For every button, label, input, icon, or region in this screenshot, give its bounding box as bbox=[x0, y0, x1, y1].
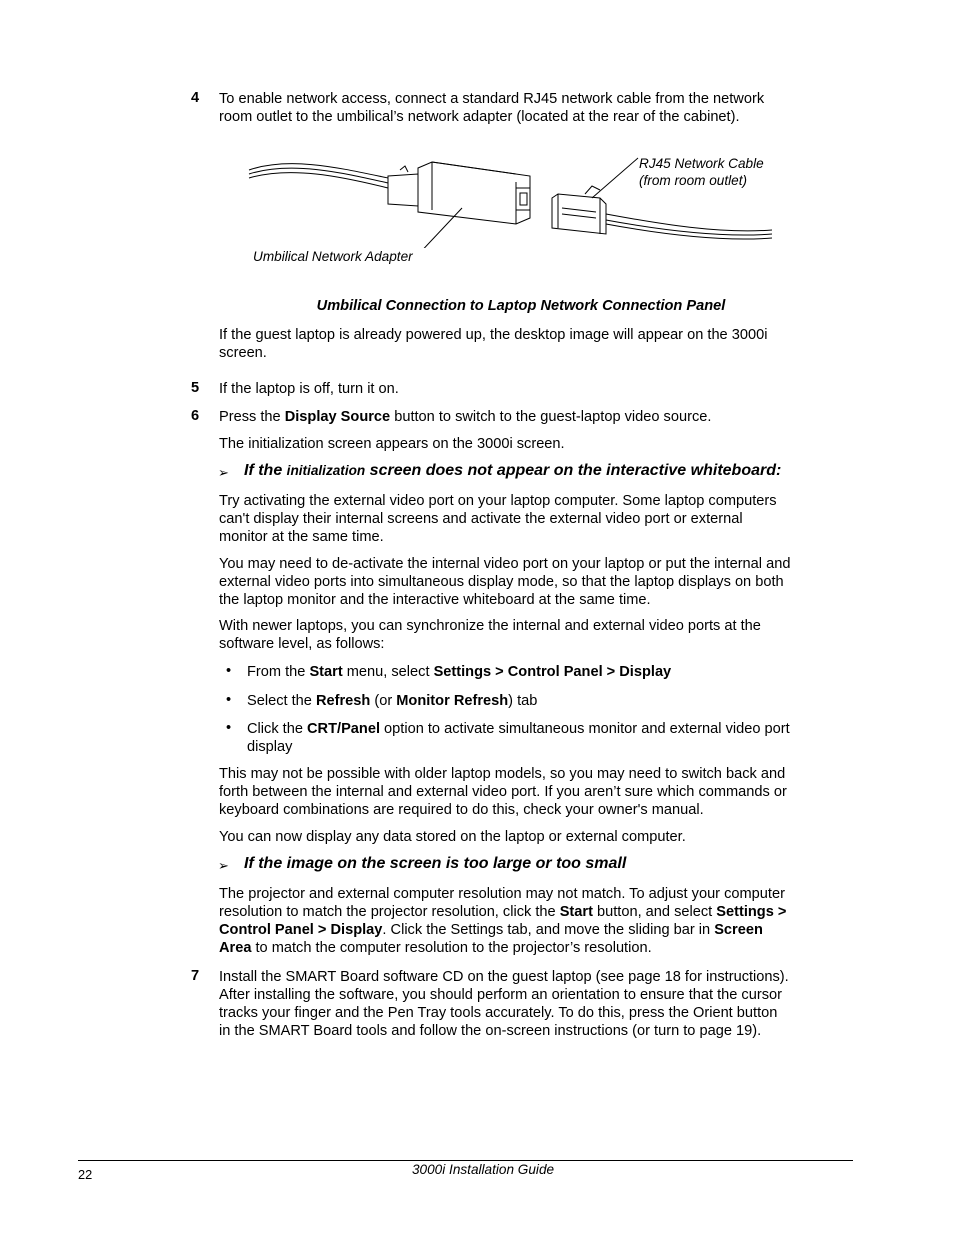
paragraph-line: software level, as follows: bbox=[219, 636, 385, 652]
paragraph-line: This may not be possible with older laptop models, so you may need to switch back and bbox=[219, 766, 786, 782]
step-6-text-part: Press the bbox=[219, 409, 285, 425]
bullet-text-part: menu, select bbox=[342, 664, 434, 680]
text-part: . Click the Settings tab, and move the sliding bar in bbox=[382, 922, 715, 938]
bullet-text-part: (or bbox=[370, 693, 397, 709]
step-6-number: 6 bbox=[191, 408, 200, 424]
bullet-text-part: ) tab bbox=[508, 693, 538, 709]
bullet-item bbox=[247, 663, 837, 681]
paragraph-line: Try activating the external video port on your laptop computer. Some laptop computers bbox=[219, 493, 777, 509]
heading-part: screen does not appear on the interactive whiteboard: bbox=[365, 462, 782, 479]
step-4-line: room outlet to the umbilical’s network adapter (located at the rear of the cabinet). bbox=[219, 109, 740, 125]
bullet-symbol: • bbox=[226, 692, 232, 708]
footer-title: 3000i Installation Guide bbox=[412, 1162, 555, 1177]
laptop-powered-paragraph bbox=[219, 326, 831, 362]
bold-term: Screen bbox=[714, 922, 763, 938]
step-6-text bbox=[219, 408, 831, 426]
paragraph-line: If the guest laptop is already powered up, the desktop image will appear on the 3000i bbox=[219, 327, 768, 343]
step-5-text: If the laptop is off, turn it on. bbox=[219, 381, 399, 397]
footer-rule bbox=[78, 1160, 853, 1161]
step-7-number: 7 bbox=[191, 968, 200, 984]
initialization-note: The initialization screen appears on the 3000i screen. bbox=[219, 436, 565, 452]
bullet-bold-term: Monitor Refresh bbox=[396, 693, 509, 709]
display-source-term: Display Source bbox=[284, 409, 391, 425]
paragraph-line: tracks your finger and the Pen Tray tools accurately. To do this, press the Orient button bbox=[219, 1005, 778, 1021]
step-6-text-part: button to switch to the guest-laptop video source. bbox=[390, 409, 712, 425]
paragraph-line: the laptop monitor and the interactive whiteboard at the same time. bbox=[219, 592, 651, 608]
paragraph-newer-laptops bbox=[219, 617, 831, 653]
step-4-line: To enable network access, connect a standard RJ45 network cable from the network bbox=[219, 91, 765, 107]
heading-text: If the image on the screen is too large or too small bbox=[244, 855, 627, 872]
paragraph-line: After installing the software, you should perform an orientation to ensure that the cursor bbox=[219, 987, 782, 1003]
paragraph-line: in the SMART Board tools and follow the on-screen instructions (or turn to page 19). bbox=[219, 1023, 762, 1039]
step-5-number: 5 bbox=[191, 380, 200, 396]
rj45-cable-label bbox=[639, 155, 764, 189]
paragraph-line: keyboard combinations are required to do this, check your owner's manual. bbox=[219, 802, 704, 818]
paragraph-line: screen. bbox=[219, 345, 267, 361]
paragraph-line bbox=[219, 939, 831, 957]
rj45-label-line: RJ45 Network Cable bbox=[639, 156, 764, 171]
bullet-symbol: • bbox=[226, 663, 232, 679]
heading-initialization bbox=[0, 462, 954, 484]
bold-term: Start bbox=[559, 904, 593, 920]
bullet-text-part: display bbox=[247, 739, 293, 755]
bullet-symbol: • bbox=[226, 720, 232, 736]
text-part: resolution to match the projector resolution, click the bbox=[219, 904, 560, 920]
paragraph-older-laptops bbox=[219, 765, 831, 819]
paragraph-deactivate bbox=[219, 555, 831, 609]
paragraph-display-data: You can now display any data stored on the laptop or external computer. bbox=[219, 829, 686, 845]
step-4-number: 4 bbox=[191, 90, 200, 106]
bullet-text-part: From the bbox=[247, 664, 310, 680]
bullet-item bbox=[247, 692, 837, 710]
bullet-text-part: Click the bbox=[247, 721, 308, 737]
bullet-bold-term: Start bbox=[309, 664, 343, 680]
paragraph-try-activating bbox=[219, 492, 831, 546]
text-part: button, and select bbox=[592, 904, 717, 920]
adapter-label: Umbilical Network Adapter bbox=[253, 249, 413, 264]
paragraph-resolution bbox=[219, 885, 831, 957]
bullet-text-part: option to activate simultaneous monitor and external video port bbox=[380, 721, 790, 737]
paragraph-line: can't display their internal screens and activate the external video port or external bbox=[219, 511, 743, 527]
page-number: 22 bbox=[78, 1167, 93, 1182]
bold-term: Control Panel > Display bbox=[219, 922, 383, 938]
paragraph-line bbox=[219, 903, 831, 921]
paragraph-line: external video ports into simultaneous display mode, so that the laptop displays on both bbox=[219, 574, 784, 590]
bullet-item bbox=[247, 720, 837, 756]
figure-caption: Umbilical Connection to Laptop Network Connection Panel bbox=[316, 298, 726, 314]
bullet-bold-term: Refresh bbox=[315, 693, 371, 709]
paragraph-line: The projector and external computer resolution may not match. To adjust your computer bbox=[219, 886, 785, 902]
arrow-bullet-icon: ➢ bbox=[218, 465, 229, 480]
heading-image-size bbox=[0, 855, 954, 877]
arrow-bullet-icon: ➢ bbox=[218, 858, 229, 873]
heading-part: If the bbox=[244, 462, 287, 479]
text-part: to match the computer resolution to the projector’s resolution. bbox=[251, 940, 652, 956]
bullet-text-part: Select the bbox=[247, 693, 316, 709]
paragraph-line bbox=[219, 921, 831, 939]
paragraph-line: forth between the internal and external video port. If you aren’t sure which commands or bbox=[219, 784, 787, 800]
rj45-label-line: (from room outlet) bbox=[639, 173, 748, 188]
bullet-bold-term: Settings > Control Panel > Display bbox=[433, 664, 672, 680]
paragraph-line: With newer laptops, you can synchronize the internal and external video ports at the bbox=[219, 618, 761, 634]
step-7-text bbox=[219, 968, 831, 1040]
step-4-text bbox=[219, 90, 831, 126]
heading-part: initialization bbox=[286, 463, 366, 478]
bold-term: Area bbox=[219, 940, 252, 956]
paragraph-line: Install the SMART Board software CD on the guest laptop (see page 18 for instructions). bbox=[219, 969, 789, 985]
paragraph-line: monitor at the same time. bbox=[219, 529, 384, 545]
heading-text bbox=[244, 462, 781, 480]
bullet-bold-term: CRT/Panel bbox=[307, 721, 380, 737]
paragraph-line: You may need to de-activate the internal video port on your laptop or put the internal and bbox=[219, 556, 791, 572]
bold-term: Settings > bbox=[716, 904, 787, 920]
